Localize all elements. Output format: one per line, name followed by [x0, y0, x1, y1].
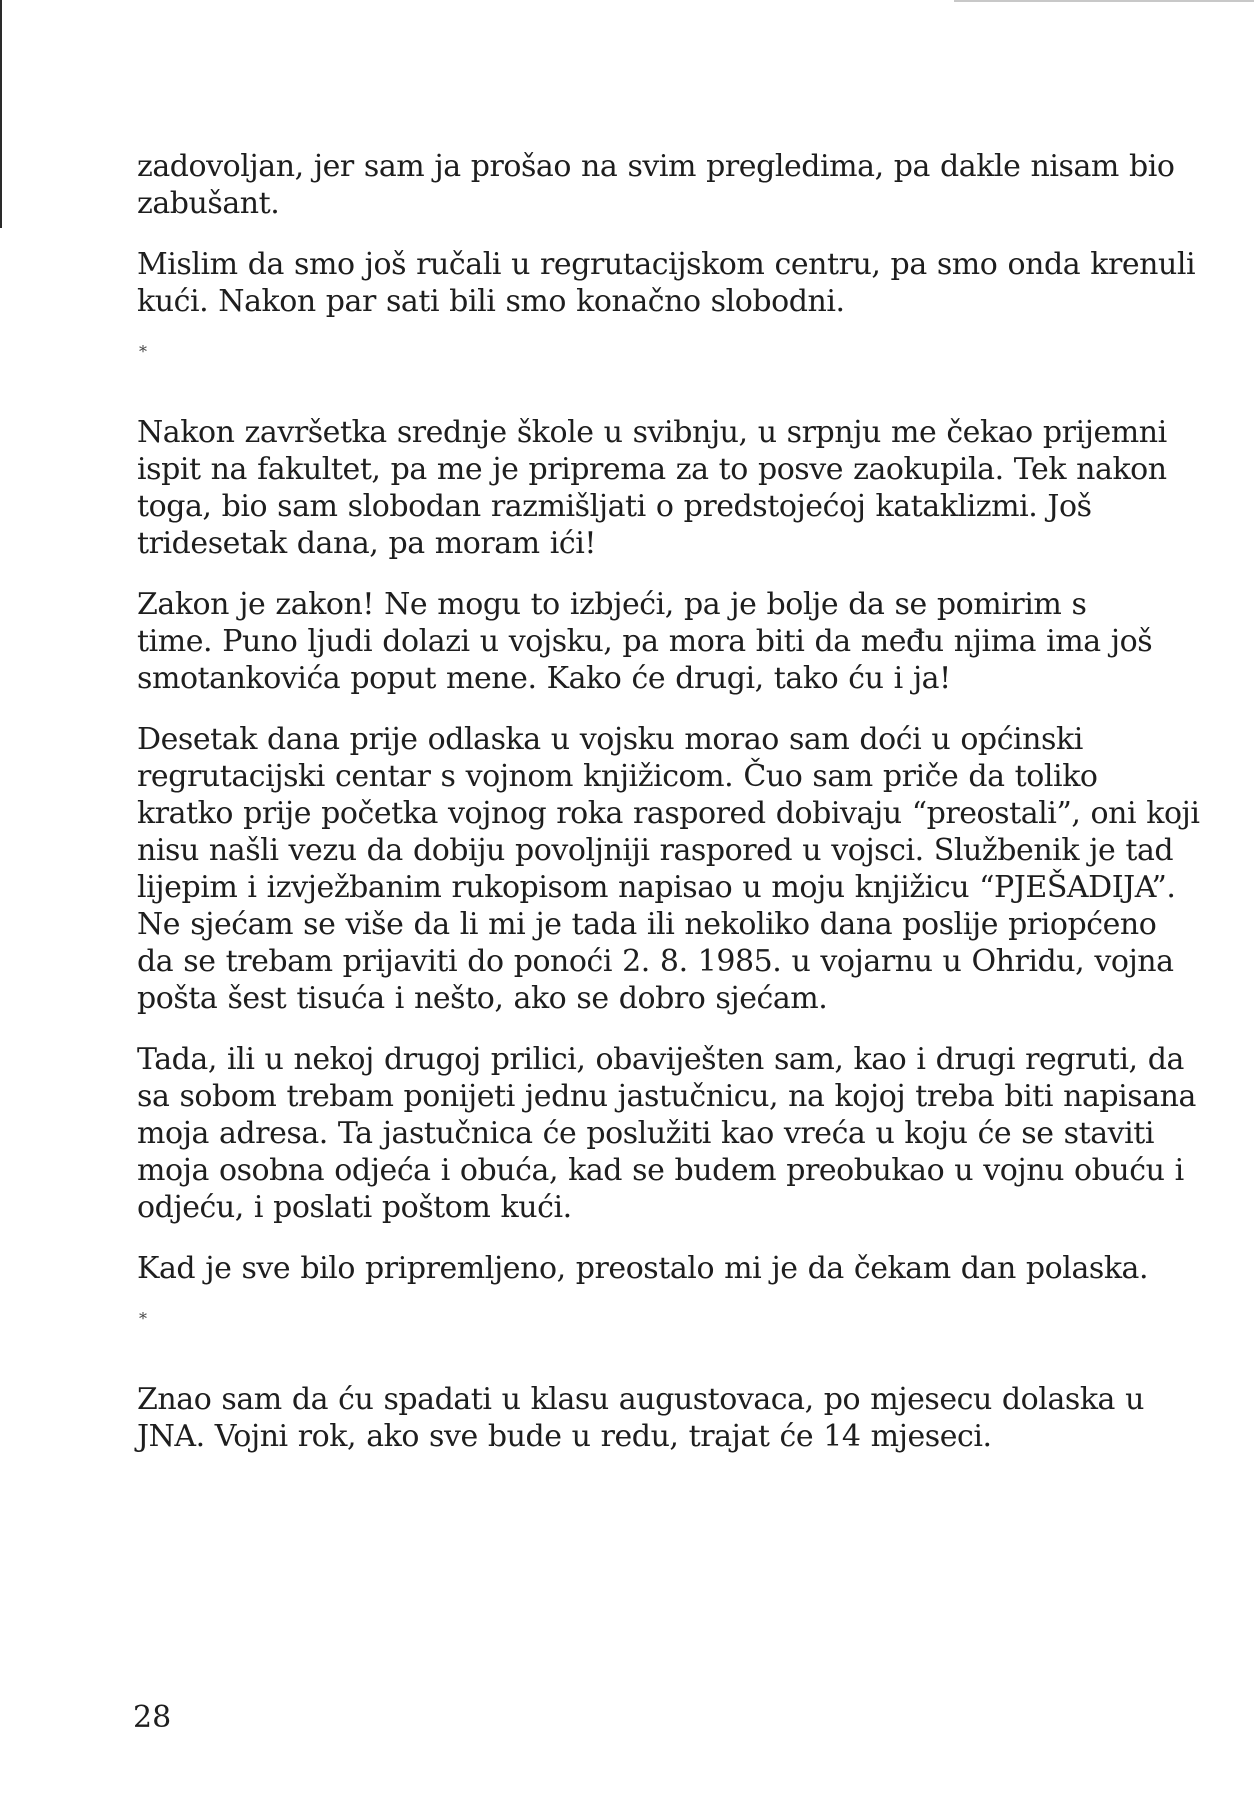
text-line: regrutacijski centar s vojnom knjižicom. Čuo sam priče da toliko	[137, 759, 1098, 794]
text-line: sa sobom trebam ponijeti jednu jastučnicu, na kojoj treba biti napisana	[137, 1079, 1196, 1114]
section-separator: *	[139, 342, 147, 361]
body-paragraph	[137, 414, 1167, 562]
body-paragraph	[137, 1250, 1149, 1287]
text-line: lijepim i izvježbanim rukopisom napisao u moju knjižicu “PJEŠADIJA”.	[137, 870, 1176, 905]
text-line: tridesetak dana, pa moram ići!	[137, 526, 597, 561]
text-line: zadovoljan, jer sam ja prošao na svim pregledima, pa dakle nisam bio	[137, 149, 1175, 184]
text-line: nisu našli vezu da dobiju povoljniji raspored u vojsci. Službenik je tad	[137, 833, 1174, 868]
text-line: pošta šest tisuća i nešto, ako se dobro sjećam.	[137, 981, 828, 1016]
text-line: kući. Nakon par sati bili smo konačno slobodni.	[137, 284, 845, 319]
text-line: odjeću, i poslati poštom kući.	[137, 1190, 572, 1225]
body-paragraph	[137, 721, 1200, 1017]
section-separator: *	[139, 1309, 147, 1328]
text-line: toga, bio sam slobodan razmišljati o predstojećoj kataklizmi. Još	[137, 489, 1092, 524]
text-line: Tada, ili u nekoj drugoj prilici, obaviješten sam, kao i drugi regruti, da	[137, 1042, 1184, 1077]
text-line: time. Puno ljudi dolazi u vojsku, pa mora biti da među njima ima još	[137, 624, 1153, 659]
body-paragraph	[137, 148, 1175, 222]
text-line: Ne sjećam se više da li mi je tada ili nekoliko dana poslije priopćeno	[137, 907, 1157, 942]
text-line: ispit na fakultet, pa me je priprema za to posve zaokupila. Tek nakon	[137, 452, 1167, 487]
text-line: zabušant.	[137, 186, 280, 221]
text-line: moja adresa. Ta jastučnica će poslužiti kao vreća u koju će se staviti	[137, 1116, 1155, 1151]
body-paragraph	[137, 1381, 1144, 1455]
text-line: Kad je sve bilo pripremljeno, preostalo mi je da čekam dan polaska.	[137, 1251, 1149, 1286]
body-paragraph	[137, 1041, 1196, 1226]
text-line: smotankovića poput mene. Kako će drugi, tako ću i ja!	[137, 661, 951, 696]
text-line: Mislim da smo još ručali u regrutacijskom centru, pa smo onda krenuli	[137, 247, 1196, 282]
text-line: Nakon završetka srednje škole u svibnju, u srpnju me čekao prijemni	[137, 415, 1167, 450]
text-line: JNA. Vojni rok, ako sve bude u redu, trajat će 14 mjeseci.	[137, 1419, 992, 1454]
page-body	[137, 148, 1200, 1479]
text-line: Desetak dana prije odlaska u vojsku morao sam doći u općinski	[137, 722, 1083, 757]
page-number: 28	[133, 1700, 172, 1735]
scan-edge-top	[954, 0, 1254, 2]
body-paragraph	[137, 246, 1196, 320]
text-line: moja osobna odjeća i obuća, kad se budem preobukao u vojnu obuću i	[137, 1153, 1184, 1188]
text-line: Znao sam da ću spadati u klasu augustovaca, po mjesecu dolaska u	[137, 1382, 1144, 1417]
scan-edge-left	[0, 0, 2, 228]
text-line: Zakon je zakon! Ne mogu to izbjeći, pa je bolje da se pomirim s	[137, 587, 1087, 622]
text-line: kratko prije početka vojnog roka raspored dobivaju “preostali”, oni koji	[137, 796, 1200, 831]
body-paragraph	[137, 586, 1153, 697]
text-line: da se trebam prijaviti do ponoći 2. 8. 1985. u vojarnu u Ohridu, vojna	[137, 944, 1174, 979]
